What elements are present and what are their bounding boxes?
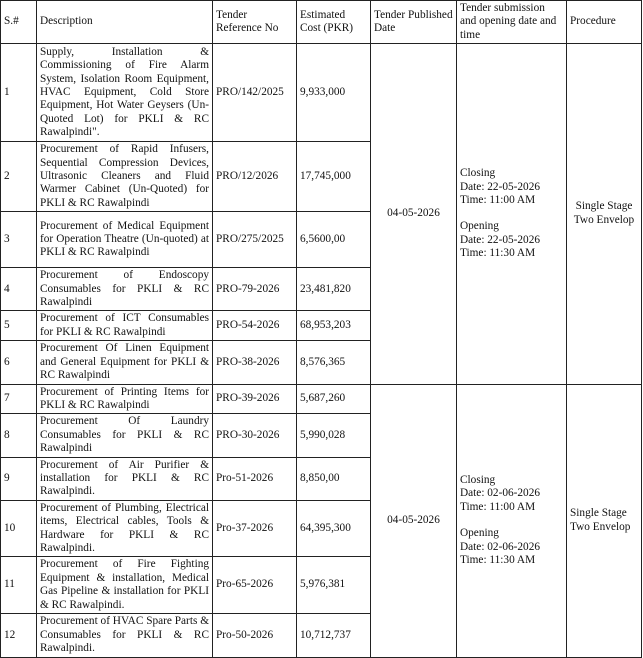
- row-description: Procurement of Endoscopy Consumables for PKLI & RC Rawalpindi: [37, 268, 213, 311]
- header-description: Description: [37, 1, 213, 44]
- row-ref: PRO/275/2025: [213, 212, 297, 268]
- row-description: Procurement of Medical Equipment for Operation Theatre (Un-quoted) at PKLI & RC Rawalpindi: [37, 212, 213, 268]
- row-description: Procurement of ICT Consumables for PKLI & RC Rawalpindi: [37, 311, 213, 341]
- group2-closing-label: Closing: [460, 474, 496, 487]
- row-ref: PRO-38-2026: [213, 341, 297, 384]
- row-sn: 12: [1, 614, 37, 658]
- row-cost: 8,850,00: [297, 457, 371, 500]
- group2-closing-date: Date: 02-06-2026: [460, 487, 540, 500]
- row-sn: 1: [1, 44, 37, 142]
- group1-closing-date: Date: 22-05-2026: [460, 180, 540, 193]
- table-row: [1, 384, 642, 414]
- row-sn: 6: [1, 341, 37, 384]
- group2-opening-date: Date: 02-06-2026: [460, 540, 540, 553]
- group2-submission: [457, 384, 567, 658]
- row-cost: 5,687,260: [297, 384, 371, 414]
- row-description: Procurement Of Linen Equipment and General Equipment for PKLI & RC Rawalpindi: [37, 341, 213, 384]
- row-sn: 11: [1, 557, 37, 614]
- row-sn: 7: [1, 384, 37, 414]
- row-description: Supply, Installation & Commissioning of Fire Alarm System, Isolation Room Equipment, HVAC Equipment, Cold Store Equipment, Hot Water Geysers (Un-Quoted Lot) for PKLI & RC Rawalpindi".: [37, 44, 213, 142]
- row-sn: 10: [1, 500, 37, 557]
- row-cost: 17,745,000: [297, 142, 371, 212]
- row-ref: PRO-30-2026: [213, 414, 297, 457]
- group1-submission: [457, 44, 567, 384]
- row-description: Procurement of Printing Items for PKLI & RC Rawalpindi: [37, 384, 213, 414]
- row-ref: Pro-50-2026: [213, 614, 297, 658]
- group2-opening-time: Time: 11:30 AM: [460, 554, 536, 567]
- row-sn: 4: [1, 268, 37, 311]
- row-cost: 23,481,820: [297, 268, 371, 311]
- row-ref: PRO-39-2026: [213, 384, 297, 414]
- spacer: [460, 514, 563, 527]
- row-cost: 6,5600,00: [297, 212, 371, 268]
- header-submission: Tender submission and opening date and time: [457, 1, 567, 44]
- header-published: Tender Published Date: [371, 1, 457, 44]
- group2-published-date: 04-05-2026: [371, 384, 457, 658]
- row-sn: 5: [1, 311, 37, 341]
- group2-opening-label: Opening: [460, 527, 499, 540]
- header-cost: Estimated Cost (PKR): [297, 1, 371, 44]
- header-row: [1, 1, 642, 44]
- row-ref: Pro-65-2026: [213, 557, 297, 614]
- row-ref: PRO/12/2026: [213, 142, 297, 212]
- row-description: Procurement Of Laundry Consumables for PKLI & RC Rawalpindi: [37, 414, 213, 457]
- row-cost: 68,953,203: [297, 311, 371, 341]
- group1-closing-label: Closing: [460, 167, 496, 180]
- row-sn: 2: [1, 142, 37, 212]
- row-ref: PRO-54-2026: [213, 311, 297, 341]
- row-description: Procurement of Rapid Infusers, Sequential Compression Devices, Ultrasonic Cleaners and Fluid Warmer Cabinet (Un-Quoted) for PKLI & RC Rawalpindi: [37, 142, 213, 212]
- group1-opening-label: Opening: [460, 220, 499, 233]
- row-cost: 64,395,300: [297, 500, 371, 557]
- row-cost: 8,576,365: [297, 341, 371, 384]
- group1-opening-time: Time: 11:30 AM: [460, 247, 536, 260]
- group1-published-date: 04-05-2026: [371, 44, 457, 384]
- group1-opening-date: Date: 22-05-2026: [460, 233, 540, 246]
- row-description: Procurement of Air Purifier & installation for PKLI & RC Rawalpindi.: [37, 457, 213, 500]
- table-row: [1, 44, 642, 142]
- row-description: Procurement of Fire Fighting Equipment & installation, Medical Gas Pipeline & installation for PKLI & RC Rawalpindi.: [37, 557, 213, 614]
- row-description: Procurement of Plumbing, Electrical items, Electrical cables, Tools & Hardware for PKLI & RC Rawalpindi.: [37, 500, 213, 557]
- group2-procedure: Single Stage Two Envelop: [567, 384, 642, 658]
- header-sn: S.#: [1, 1, 37, 44]
- row-cost: 10,712,737: [297, 614, 371, 658]
- group1-closing-time: Time: 11:00 AM: [460, 193, 536, 206]
- row-cost: 5,990,028: [297, 414, 371, 457]
- header-ref: Tender Reference No: [213, 1, 297, 44]
- row-ref: PRO/142/2025: [213, 44, 297, 142]
- row-ref: PRO-79-2026: [213, 268, 297, 311]
- row-sn: 3: [1, 212, 37, 268]
- row-ref: Pro-37-2026: [213, 500, 297, 557]
- row-cost: 9,933,000: [297, 44, 371, 142]
- group2-closing-time: Time: 11:00 AM: [460, 500, 536, 513]
- row-sn: 9: [1, 457, 37, 500]
- group1-procedure: Single Stage Two Envelop: [567, 44, 642, 384]
- row-ref: Pro-51-2026: [213, 457, 297, 500]
- header-procedure: Procedure: [567, 1, 642, 44]
- row-sn: 8: [1, 414, 37, 457]
- row-description: Procurement of HVAC Spare Parts & Consumables for PKLI & RC Rawalpindi.: [37, 614, 213, 658]
- spacer: [460, 207, 563, 220]
- row-cost: 5,976,381: [297, 557, 371, 614]
